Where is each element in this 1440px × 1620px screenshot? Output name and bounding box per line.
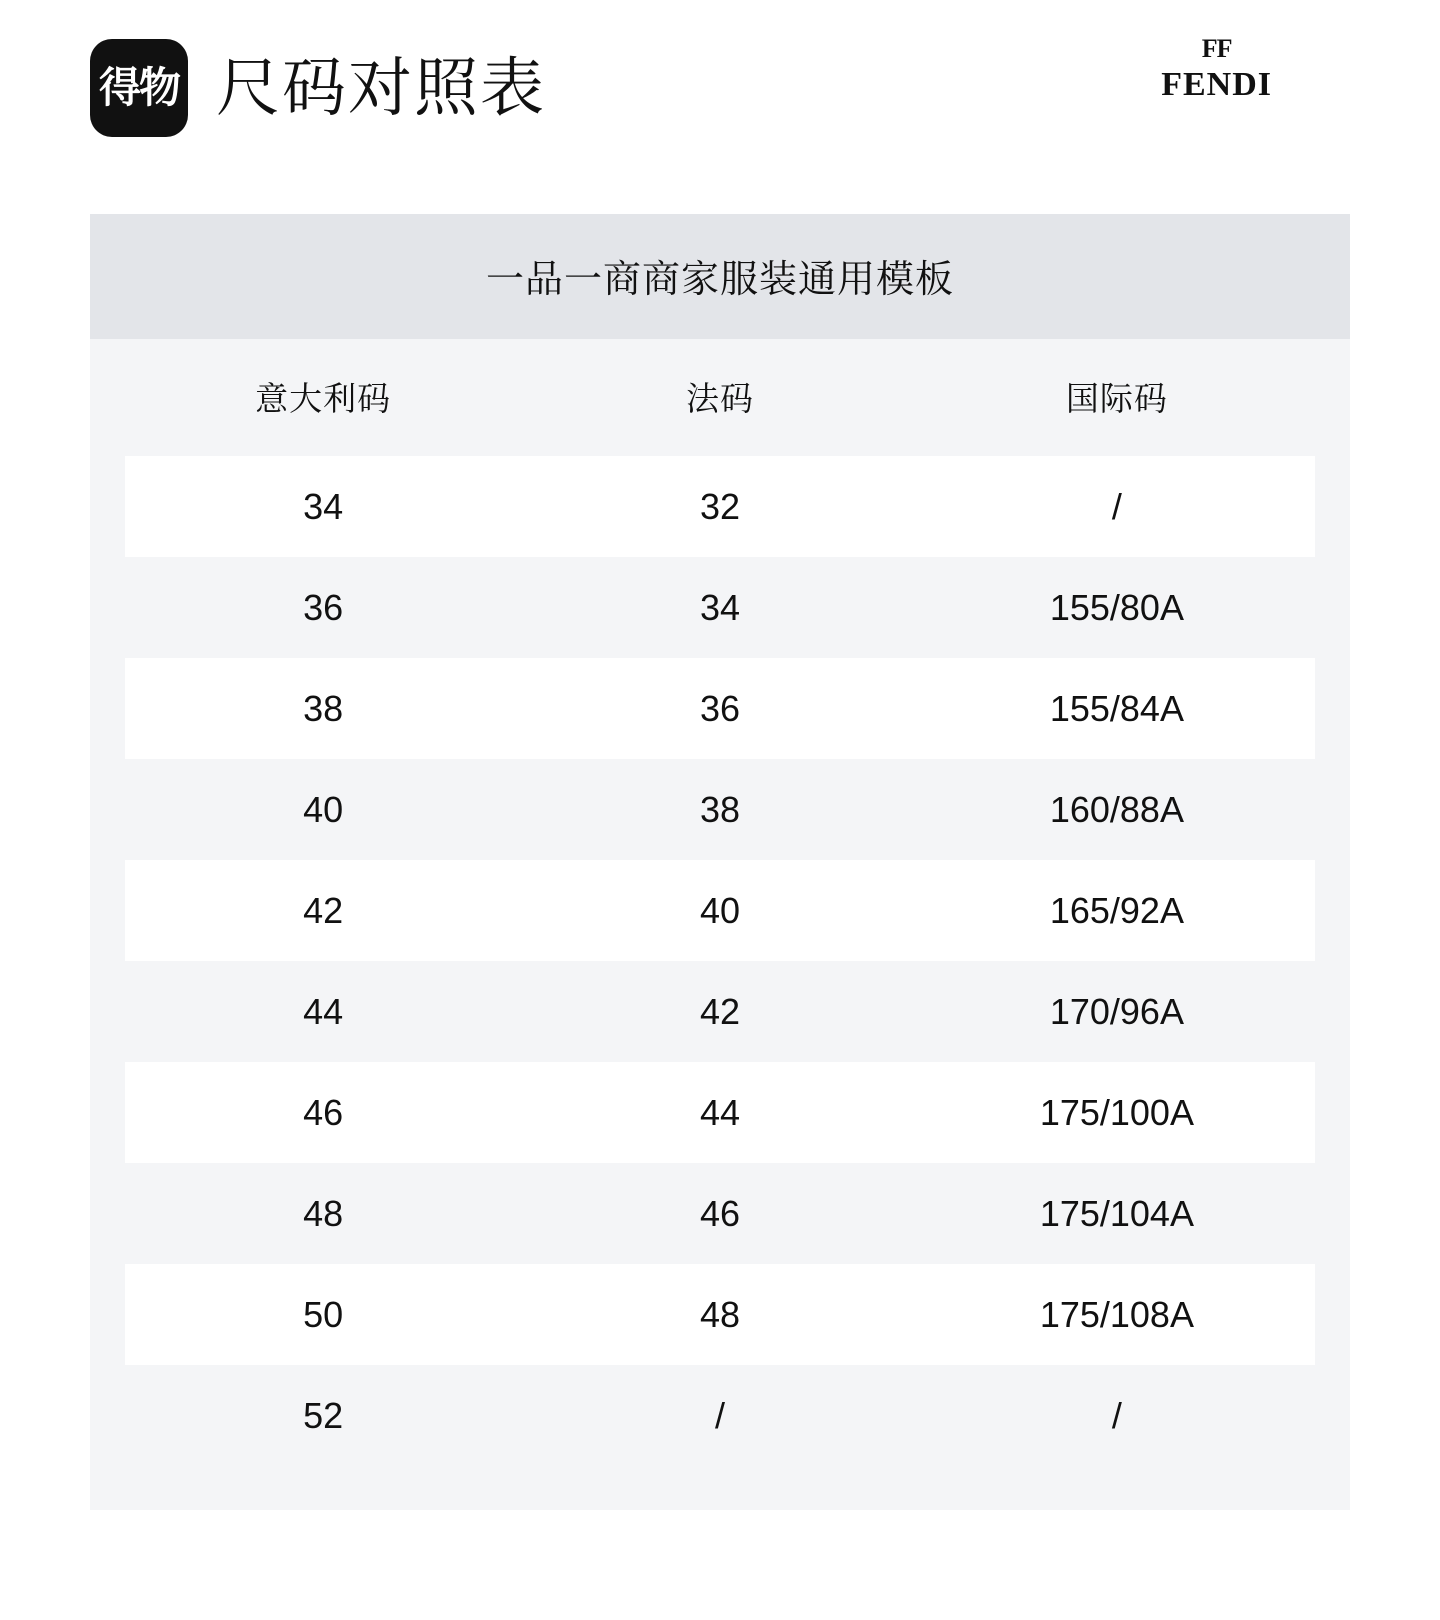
cell-international: / [918,1365,1315,1466]
gutter-right [1315,860,1350,961]
gutter-right [1315,1062,1350,1163]
cell-italy: 44 [125,961,522,1062]
gutter-right [1315,339,1350,456]
gutter-right [1315,1365,1350,1466]
gutter-left [90,1062,125,1163]
gutter-right [1315,557,1350,658]
cell-italy: 40 [125,759,522,860]
cell-international: 155/80A [918,557,1315,658]
gutter-right [1315,961,1350,1062]
cell-france: 40 [522,860,919,961]
cell-international: 170/96A [918,961,1315,1062]
size-chart-title: 一品一商商家服装通用模板 [90,214,1350,339]
gutter-left [90,860,125,961]
cell-italy: 38 [125,658,522,759]
cell-italy: 42 [125,860,522,961]
gutter-left [90,1163,125,1264]
table-row [90,1365,1350,1466]
table-header [90,339,1350,456]
gutter-left [90,1365,125,1466]
gutter-left [90,339,125,456]
table-row [90,961,1350,1062]
gutter-left [90,557,125,658]
table-row [90,456,1350,557]
cell-france: 36 [522,658,919,759]
table-body [90,456,1350,1466]
column-header-france: 法码 [522,339,919,456]
fendi-brand-name: FENDI [1161,66,1272,103]
cell-france: 48 [522,1264,919,1365]
cell-france: / [522,1365,919,1466]
gutter-right [1315,1163,1350,1264]
page-header [0,0,1440,170]
cell-italy: 52 [125,1365,522,1466]
cell-italy: 36 [125,557,522,658]
cell-international: / [918,456,1315,557]
cell-italy: 50 [125,1264,522,1365]
column-header-international: 国际码 [918,339,1315,456]
cell-france: 42 [522,961,919,1062]
table-row [90,1264,1350,1365]
cell-italy: 34 [125,456,522,557]
cell-italy: 48 [125,1163,522,1264]
gutter-right [1315,658,1350,759]
cell-international: 175/104A [918,1163,1315,1264]
cell-france: 38 [522,759,919,860]
cell-international: 175/108A [918,1264,1315,1365]
cell-international: 175/100A [918,1062,1315,1163]
cell-international: 165/92A [918,860,1315,961]
table-row [90,1163,1350,1264]
gutter-left [90,961,125,1062]
cell-france: 32 [522,456,919,557]
cell-france: 44 [522,1062,919,1163]
page-title: 尺码对照表 [216,52,546,124]
gutter-right [1315,759,1350,860]
column-header-italy: 意大利码 [125,339,522,456]
cell-international: 160/88A [918,759,1315,860]
table-row [90,557,1350,658]
fendi-brand-logo [1161,36,1272,102]
dewu-logo-text: 得物 [98,64,179,111]
gutter-right [1315,456,1350,557]
table-row [90,658,1350,759]
dewu-logo [90,39,188,137]
cell-international: 155/84A [918,658,1315,759]
table-row [90,759,1350,860]
table-row [90,1062,1350,1163]
gutter-left [90,658,125,759]
table-row [90,860,1350,961]
gutter-right [1315,1264,1350,1365]
gutter-left [90,759,125,860]
size-chart-card [90,214,1350,1510]
cell-italy: 46 [125,1062,522,1163]
fendi-monogram-icon: FF [1201,34,1232,63]
table-header-row [90,339,1350,456]
gutter-left [90,456,125,557]
cell-france: 46 [522,1163,919,1264]
size-chart-table [90,339,1350,1466]
cell-france: 34 [522,557,919,658]
gutter-left [90,1264,125,1365]
